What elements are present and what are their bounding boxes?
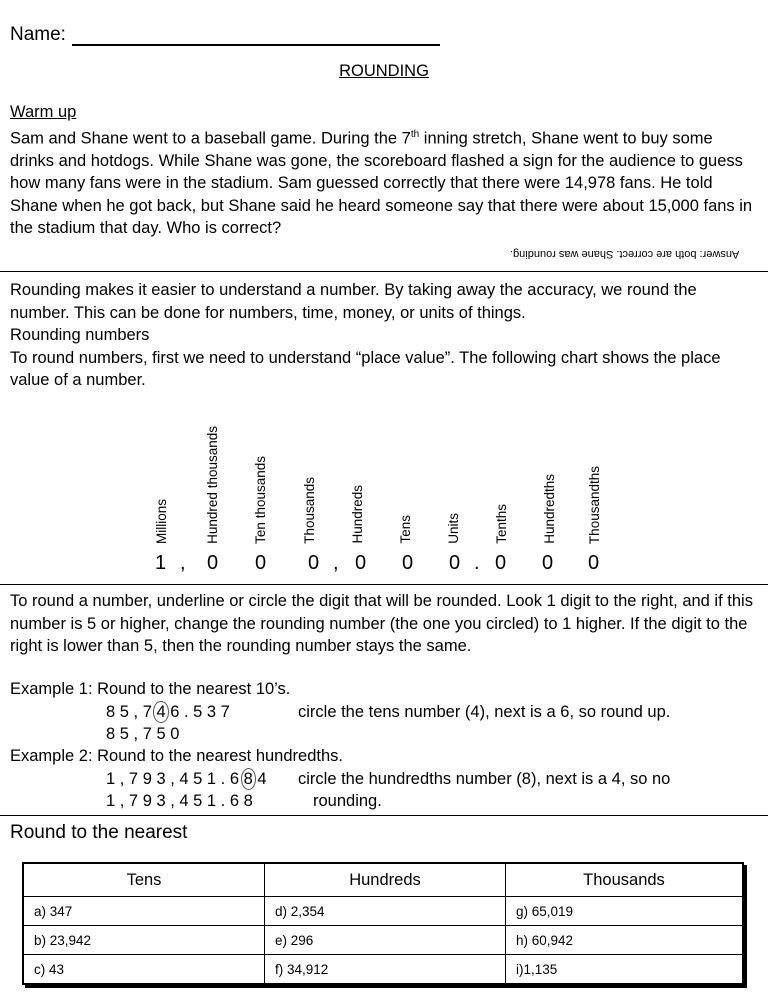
exercise-title: Round to the nearest [10,822,188,843]
example2-title: Example 2: Round to the nearest hundredths. [10,747,343,765]
table-cell: a) 347 [23,897,265,926]
example2-number [106,770,267,789]
table-cell: b) 23,942 [23,926,265,955]
pv-digit: 0 [495,552,507,574]
pv-label-thousandths: Thousandths [587,465,602,544]
pv-digit: 0 [449,552,461,574]
example1-number-start: 8 5 , 7 [106,703,157,721]
pv-label-thousands: Thousands [302,477,317,544]
table-cell: d) 2,354 [265,897,506,926]
divider [0,584,768,585]
example1-note: circle the tens number (4), next is a 6, so round up. [298,703,671,721]
table-row [23,926,743,955]
pv-digit: 0 [402,552,414,574]
warmup-section [10,101,760,240]
pv-digit: 0 [207,552,219,574]
example2-result: 1 , 7 9 3 , 4 5 1 . 6 8 [106,792,253,810]
example1-circled-digit: 4 [153,701,168,723]
pv-label-units: Units [446,513,461,544]
example2-note-continued: rounding. [313,792,382,810]
pv-separator: , [180,552,186,574]
pv-label-ten-thousands: Ten thousands [253,456,268,544]
rounding-numbers-heading: Rounding numbers [10,326,150,344]
pv-label-tenths: Tenths [494,504,509,544]
pv-digit: 0 [355,552,367,574]
name-label: Name: [10,24,66,45]
pv-decimal-point: . [474,552,480,574]
name-field [10,24,440,46]
table-cell: h) 60,942 [506,926,744,955]
intro-paragraph: Rounding makes it easier to understand a number. By taking away the accuracy, we round the number. This can be done for numbers, time, money, or units of things. [10,281,697,322]
table-row [23,955,743,985]
example2-number-start: 1 , 7 9 3 , 4 5 1 . 6 [106,770,244,788]
example2-circled-digit: 8 [241,768,256,790]
pv-digit: 0 [308,552,320,574]
column-header-hundreds: Hundreds [265,863,506,897]
column-header-thousands: Thousands [506,863,744,897]
warmup-title: Warm up [10,103,77,121]
example1-title: Example 1: Round to the nearest 10’s. [10,680,291,698]
place-value-paragraph: To round numbers, first we need to understand “place value”. The following chart shows the place value of a number. [10,348,721,389]
table-cell: f) 34,912 [265,955,506,985]
example1-result: 8 5 , 7 5 0 [106,725,180,743]
pv-label-millions: Millions [154,498,169,544]
warmup-text [10,124,760,240]
pv-digit: 1 [155,552,167,574]
example2-note: circle the hundredths number (8), next is a 4, so no [298,770,671,788]
pv-label-hundredths: Hundredths [542,474,557,544]
pv-digit: 0 [542,552,554,574]
pv-digit: 0 [588,552,600,574]
table-header-row [23,863,743,897]
divider [0,271,768,272]
name-blank-line[interactable] [72,26,440,46]
pv-label-hundred-thousands: Hundred thousands [205,426,220,544]
example1-number-end: 6 . 5 3 7 [165,703,230,721]
pv-digit: 0 [255,552,267,574]
intro-section [10,279,760,392]
pv-label-hundreds: Hundreds [350,485,365,544]
warmup-text-part1: Sam and Shane went to a baseball game. During the 7 [10,129,411,147]
table-cell: c) 43 [23,955,265,985]
pv-separator: , [333,552,339,574]
table-cell: e) 296 [265,926,506,955]
page-title: ROUNDING [339,62,429,80]
pv-label-tens: Tens [398,515,413,544]
table-cell: g) 65,019 [506,897,744,926]
warmup-superscript: th [410,128,420,140]
table-cell: i)1,135 [506,955,744,985]
warmup-answer: Answer: both are correct. Shane was rounding. [510,248,740,260]
warmup-text-part2: inning stretch, Shane went to buy some drinks and hotdogs. While Shane was gone, the scoreboard flashed a sign for the audience to guess how many fans were in the stadium. Sam guessed correctly that there were 14,978 fans. He told Shane when he got back, but Shane said he heard someone say that there were about 15,000 fans in the stadium that day. Who is correct? [10,129,753,237]
example2-number-end: 4 [252,770,267,788]
explanation-paragraph: To round a number, underline or circle the digit that will be rounded. Look 1 digit to the right, and if this number is 5 or higher, change the rounding number (the one you circled) to 1 higher. If the digit to the right is lower than 5, then the rounding number stays the same. [10,592,753,655]
table-row [23,897,743,926]
divider [0,815,768,816]
rounding-exercise-table [22,862,744,985]
example1-number [106,703,230,722]
column-header-tens: Tens [23,863,265,897]
